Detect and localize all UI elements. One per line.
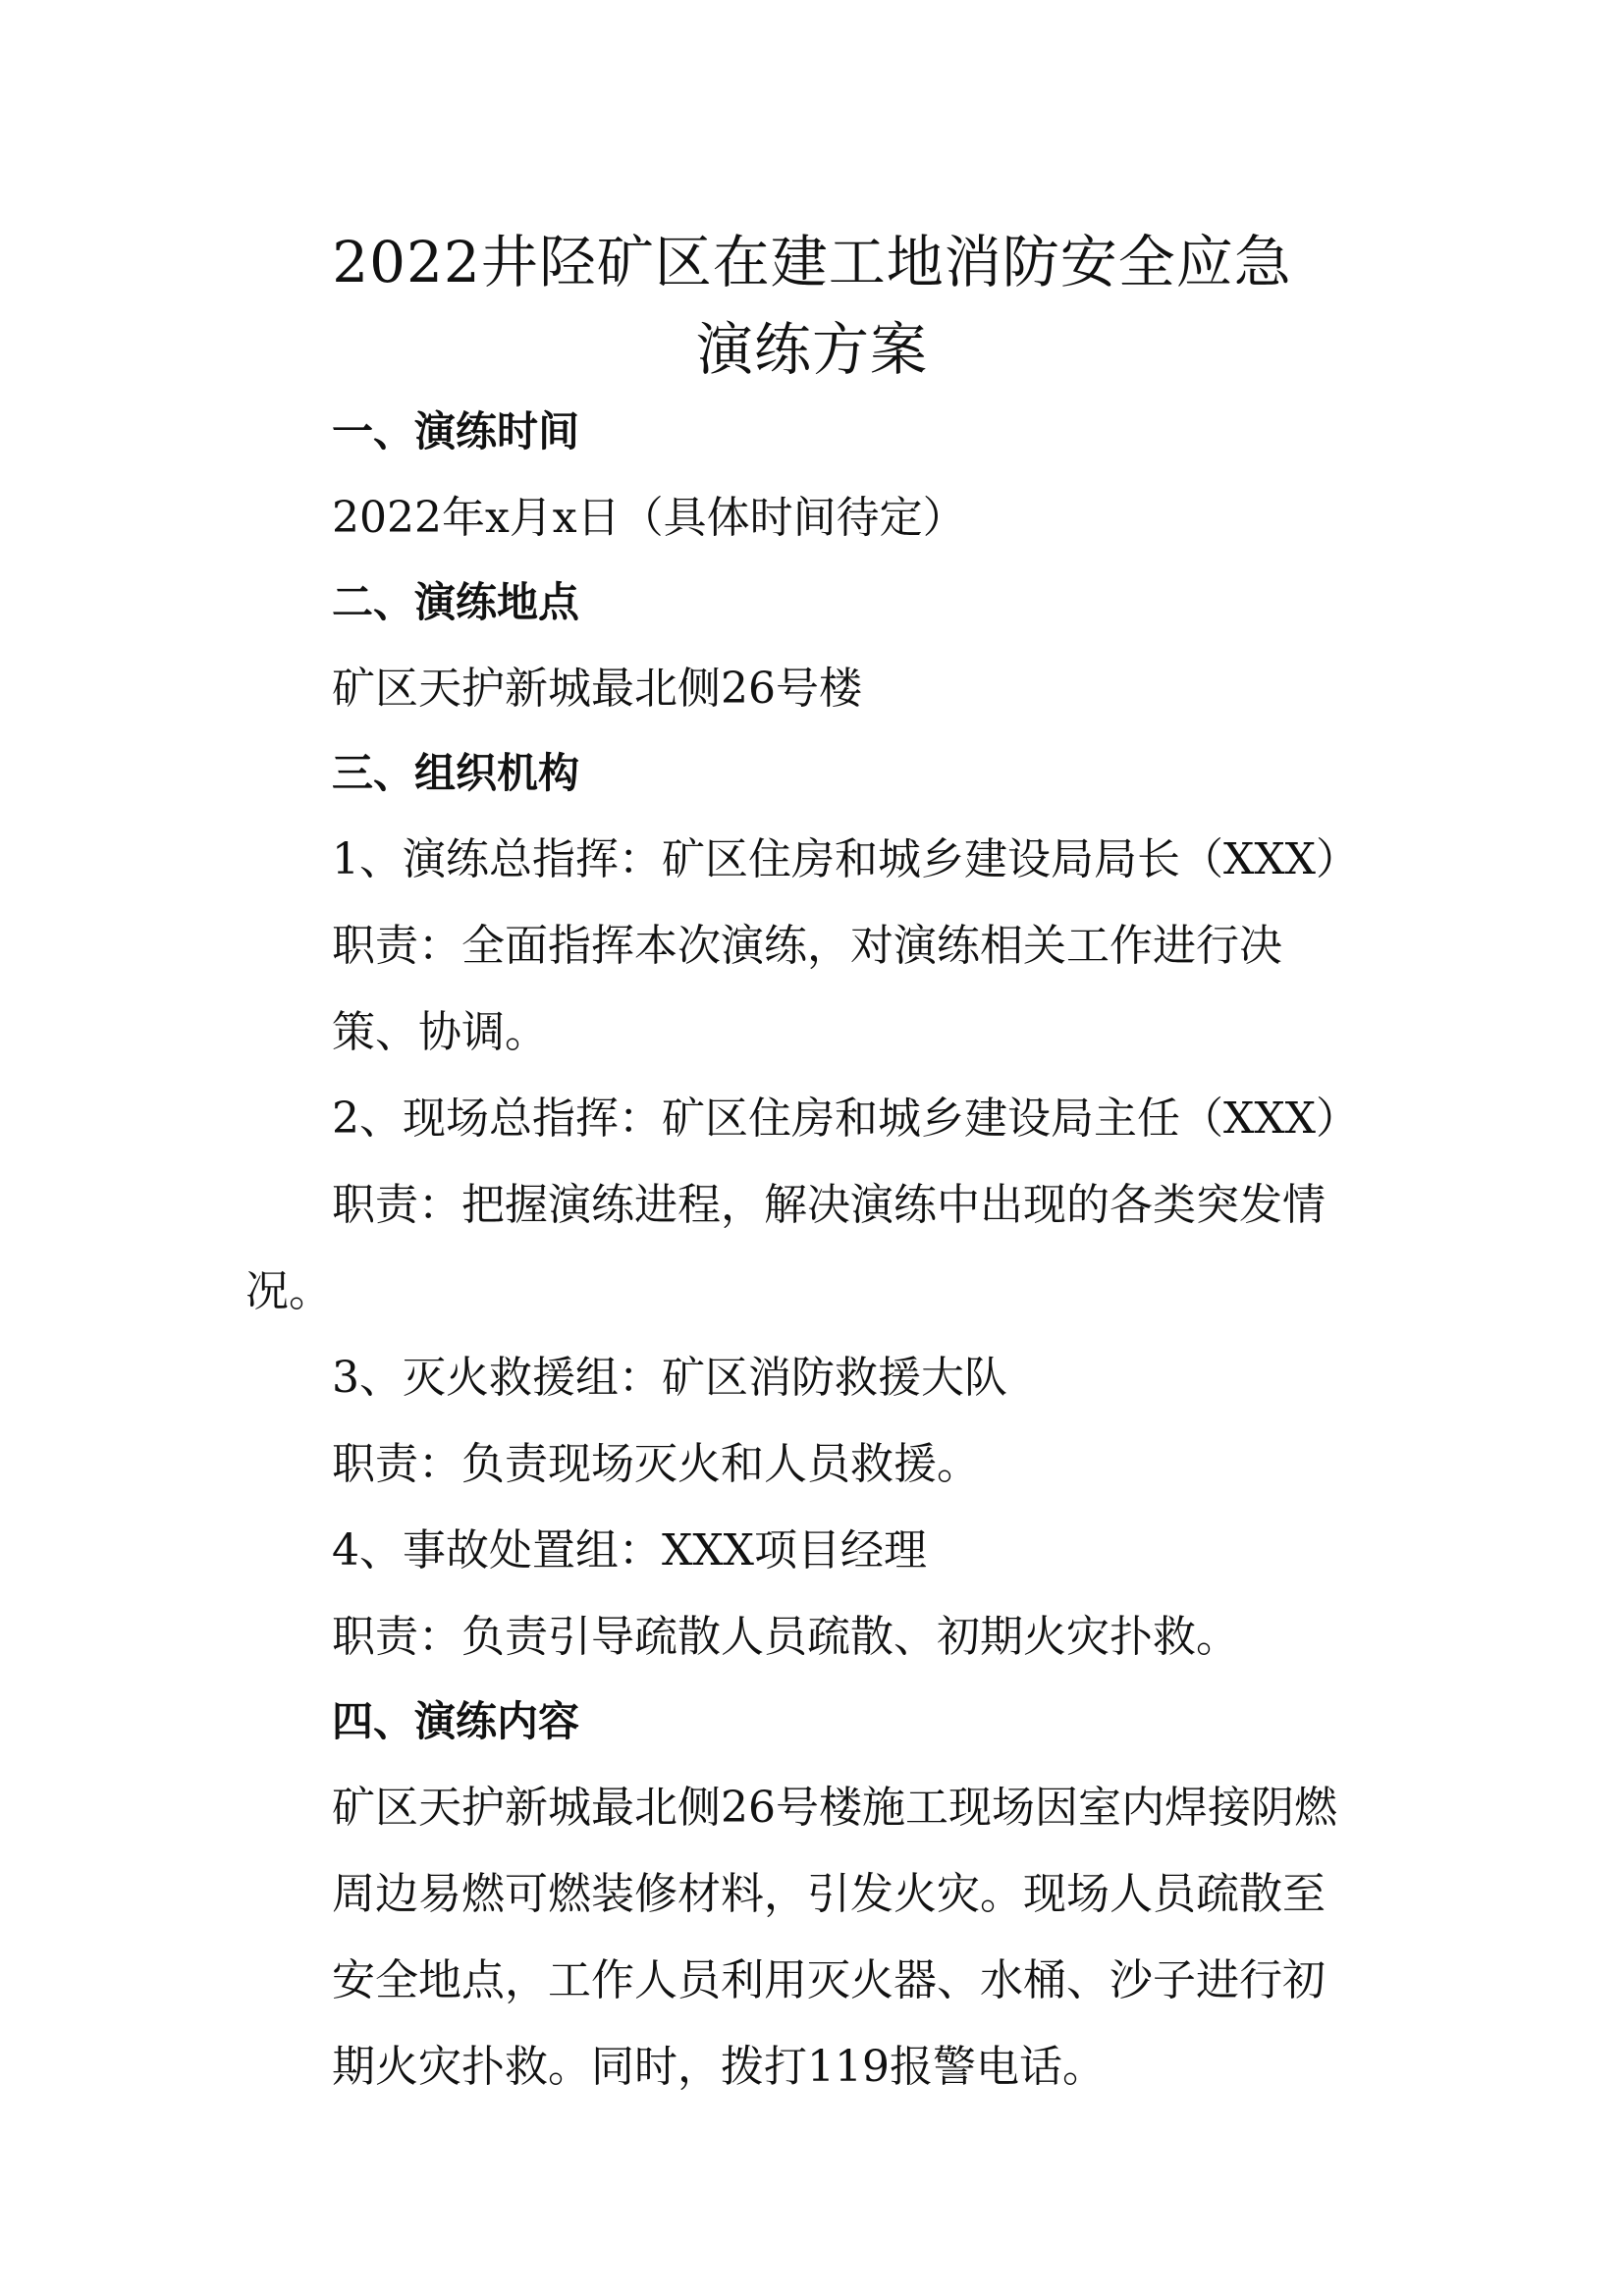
org-duty-fire-rescue: 职责：负责现场灭火和人员救援。 [332,1439,980,1489]
document-title-line-2: 演练方案 [695,316,928,383]
section-content-line-3: 安全地点，工作人员利用灭火器、水桶、沙子进行初 [332,1955,1326,2005]
org-duty-field-commander-line-1: 职责：把握演练进程，解决演练中出现的各类突发情 [332,1180,1326,1230]
section-heading-content: 四、演练内容 [332,1697,580,1745]
section-content-line-4: 期火灾扑救。同时，拨打119报警电话。 [332,2042,1106,2092]
org-role-fire-rescue: 3、灭火救援组：矿区消防救援大队 [332,1353,1007,1403]
org-duty-field-commander-line-2: 况。 [245,1266,332,1316]
org-role-commander: 1、演练总指挥：矿区住房和城乡建设局局长（XXX） [332,834,1359,884]
section-content-line-2: 周边易燃可燃装修材料，引发火灾。现场人员疏散至 [332,1869,1326,1919]
section-heading-time: 一、演练时间 [332,407,580,455]
section-content-line-1: 矿区天护新城最北侧26号楼施工现场因室内焊接阴燃 [332,1783,1337,1833]
section-content-time: 2022年x月x日（具体时间待定） [332,493,966,543]
org-duty-incident-handling: 职责：负责引导疏散人员疏散、初期火灾扑救。 [332,1612,1239,1662]
document-title-line-1: 2022井陉矿区在建工地消防安全应急 [332,229,1292,295]
org-role-incident-handling: 4、事故处置组：XXX项目经理 [332,1525,927,1575]
section-heading-location: 二、演练地点 [332,578,580,626]
section-content-location: 矿区天护新城最北侧26号楼 [332,664,862,714]
section-heading-organization: 三、组织机构 [332,749,580,797]
org-role-field-commander: 2、现场总指挥：矿区住房和城乡建设局主任（XXX） [332,1094,1359,1144]
org-duty-commander-line-1: 职责：全面指挥本次演练，对演练相关工作进行决 [332,921,1282,971]
org-duty-commander-line-2: 策、协调。 [332,1007,548,1057]
